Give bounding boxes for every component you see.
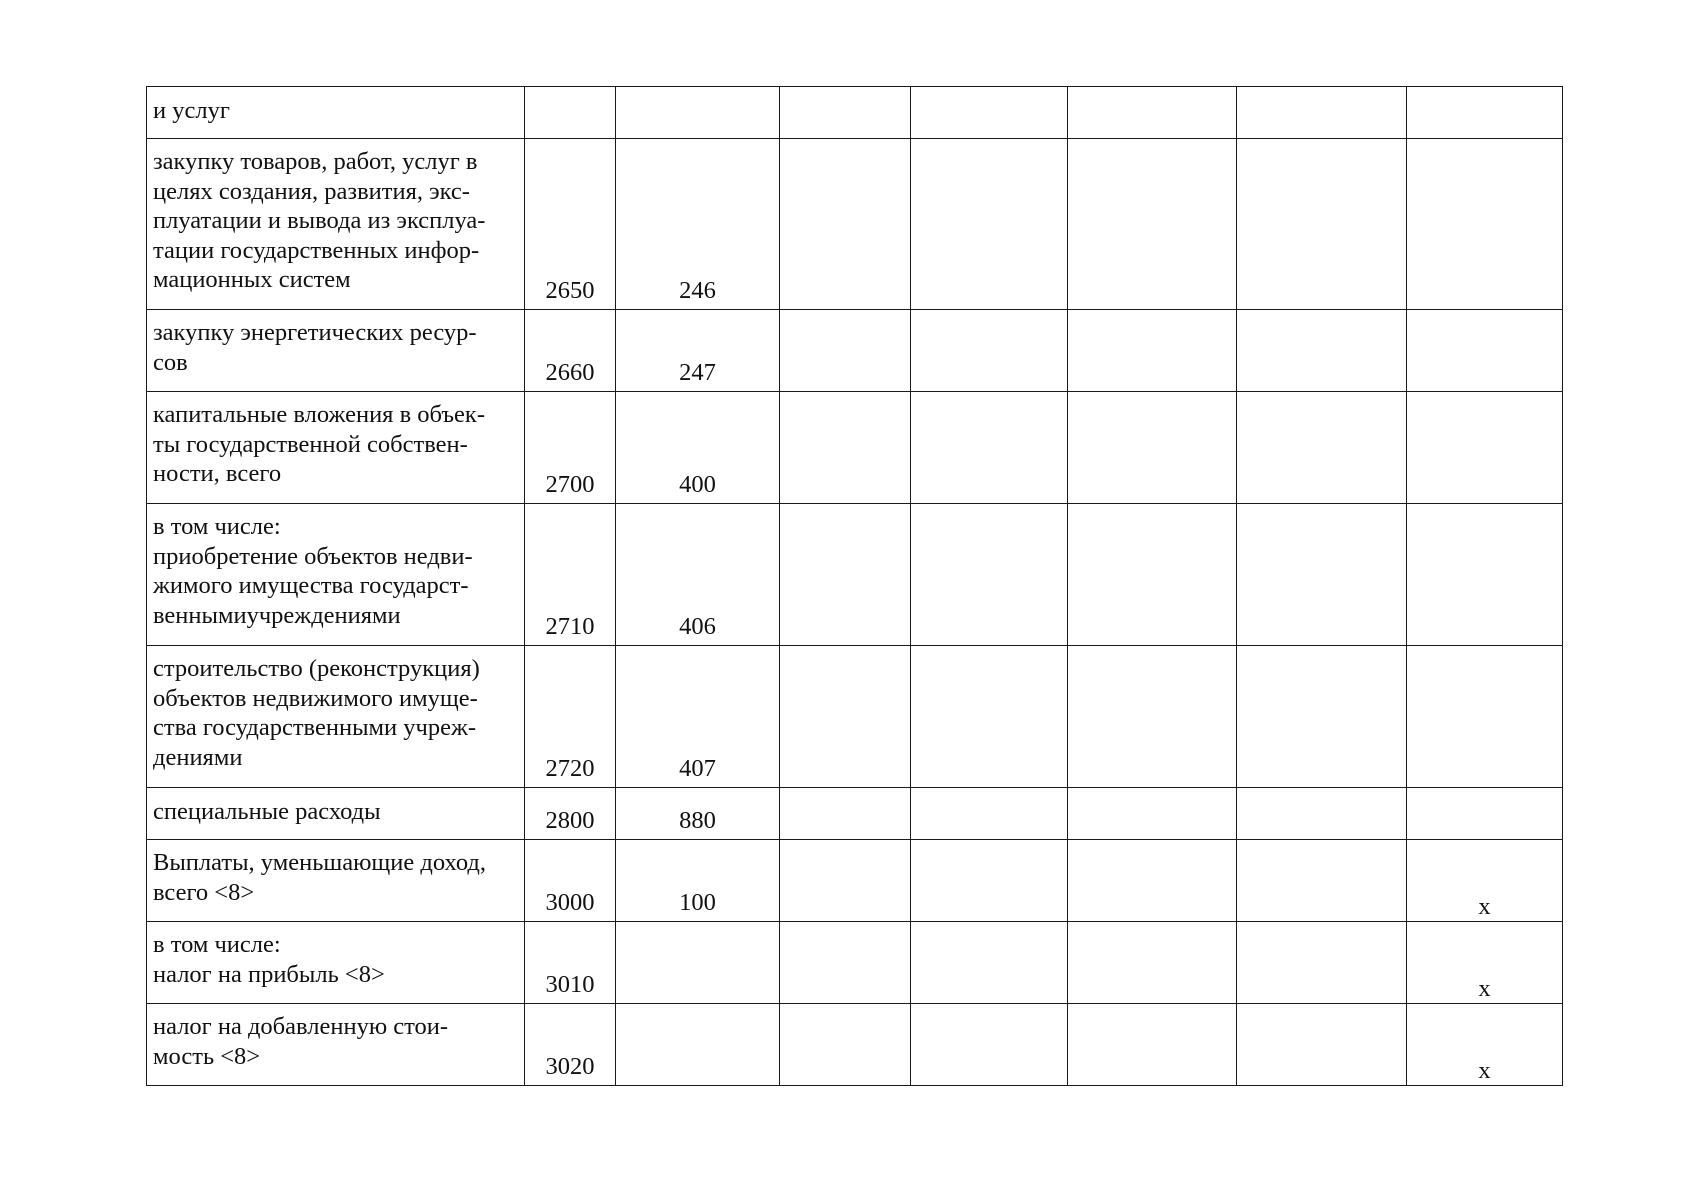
line-code-cell: 2700 — [525, 392, 616, 504]
value-cell — [1237, 840, 1407, 922]
value-cell — [911, 646, 1068, 788]
value-cell — [780, 504, 911, 646]
value-cell — [1237, 504, 1407, 646]
line-code-cell: 3010 — [525, 922, 616, 1004]
budget-code-cell: 406 — [616, 504, 780, 646]
row-label: закупку энергетических ресур- сов — [147, 310, 525, 392]
line-code-cell: 3020 — [525, 1004, 616, 1086]
value-cell — [911, 392, 1068, 504]
value-cell — [911, 87, 1068, 139]
value-cell — [1068, 840, 1237, 922]
budget-code-cell — [616, 87, 780, 139]
line-code-cell — [525, 87, 616, 139]
value-cell — [780, 788, 911, 840]
value-cell — [1068, 310, 1237, 392]
value-cell — [780, 392, 911, 504]
line-code-cell: 3000 — [525, 840, 616, 922]
row-label-text: специальные расходы — [153, 797, 381, 825]
table-row — [147, 87, 1563, 139]
value-cell — [780, 1004, 911, 1086]
value-cell — [780, 139, 911, 310]
table-row — [147, 310, 1563, 392]
table-row — [147, 139, 1563, 310]
row-label: закупку товаров, работ, услуг в целях создания, развития, экс- плуатации и вывода из эксплуа- тации государственных инфор- мационных систем — [147, 139, 525, 310]
expense-table — [146, 86, 1563, 1086]
budget-code-cell: 246 — [616, 139, 780, 310]
table-row — [147, 504, 1563, 646]
value-cell — [1068, 788, 1237, 840]
value-cell — [1237, 788, 1407, 840]
value-cell — [1237, 392, 1407, 504]
value-cell — [780, 840, 911, 922]
value-cell — [1237, 922, 1407, 1004]
x-mark-cell — [1407, 504, 1563, 646]
value-cell — [780, 310, 911, 392]
line-code-cell: 2650 — [525, 139, 616, 310]
x-mark-cell — [1407, 788, 1563, 840]
x-mark-cell — [1407, 646, 1563, 788]
line-code-cell: 2800 — [525, 788, 616, 840]
value-cell — [1237, 646, 1407, 788]
value-cell — [911, 139, 1068, 310]
budget-code-cell: 247 — [616, 310, 780, 392]
x-mark-cell — [1407, 392, 1563, 504]
x-mark-cell — [1407, 87, 1563, 139]
table-row — [147, 646, 1563, 788]
row-label: Выплаты, уменьшающие доход, всего <8> — [147, 840, 525, 922]
table-row — [147, 392, 1563, 504]
value-cell — [911, 310, 1068, 392]
value-cell — [780, 922, 911, 1004]
value-cell — [1068, 922, 1237, 1004]
row-label: налог на добавленную стои- мость <8> — [147, 1004, 525, 1086]
value-cell — [1068, 504, 1237, 646]
value-cell — [911, 1004, 1068, 1086]
budget-code-cell: 400 — [616, 392, 780, 504]
x-mark-cell: х — [1407, 922, 1563, 1004]
value-cell — [1237, 87, 1407, 139]
budget-code-cell: 100 — [616, 840, 780, 922]
value-cell — [1068, 646, 1237, 788]
expense-table-wrapper — [146, 86, 1563, 1086]
budget-code-cell: 880 — [616, 788, 780, 840]
table-row — [147, 1004, 1563, 1086]
value-cell — [1237, 139, 1407, 310]
value-cell — [1237, 310, 1407, 392]
row-label: в том числе: налог на прибыль <8> — [147, 922, 525, 1004]
row-label: капитальные вложения в объек- ты государственной собствен- ности, всего — [147, 392, 525, 504]
x-mark-cell — [1407, 139, 1563, 310]
value-cell — [1068, 1004, 1237, 1086]
row-label — [147, 788, 525, 840]
budget-code-cell: 407 — [616, 646, 780, 788]
value-cell — [911, 504, 1068, 646]
value-cell — [911, 840, 1068, 922]
value-cell — [1068, 87, 1237, 139]
value-cell — [1068, 392, 1237, 504]
line-code-cell: 2660 — [525, 310, 616, 392]
value-cell — [911, 922, 1068, 1004]
table-row — [147, 922, 1563, 1004]
line-code-cell: 2720 — [525, 646, 616, 788]
row-label-text: и услуг — [153, 96, 230, 124]
row-label: строительство (реконструкция) объектов недвижимого имуще- ства государственными учреж- дениями — [147, 646, 525, 788]
value-cell — [1237, 1004, 1407, 1086]
budget-code-cell — [616, 922, 780, 1004]
line-code-cell: 2710 — [525, 504, 616, 646]
value-cell — [1068, 139, 1237, 310]
row-label: в том числе: приобретение объектов недви- жимого имущества государст- веннымиучреждениями — [147, 504, 525, 646]
row-label — [147, 87, 525, 139]
value-cell — [780, 87, 911, 139]
x-mark-cell: х — [1407, 1004, 1563, 1086]
value-cell — [780, 646, 911, 788]
x-mark-cell: х — [1407, 840, 1563, 922]
value-cell — [911, 788, 1068, 840]
x-mark-cell — [1407, 310, 1563, 392]
table-row — [147, 840, 1563, 922]
table-row — [147, 788, 1563, 840]
budget-code-cell — [616, 1004, 780, 1086]
